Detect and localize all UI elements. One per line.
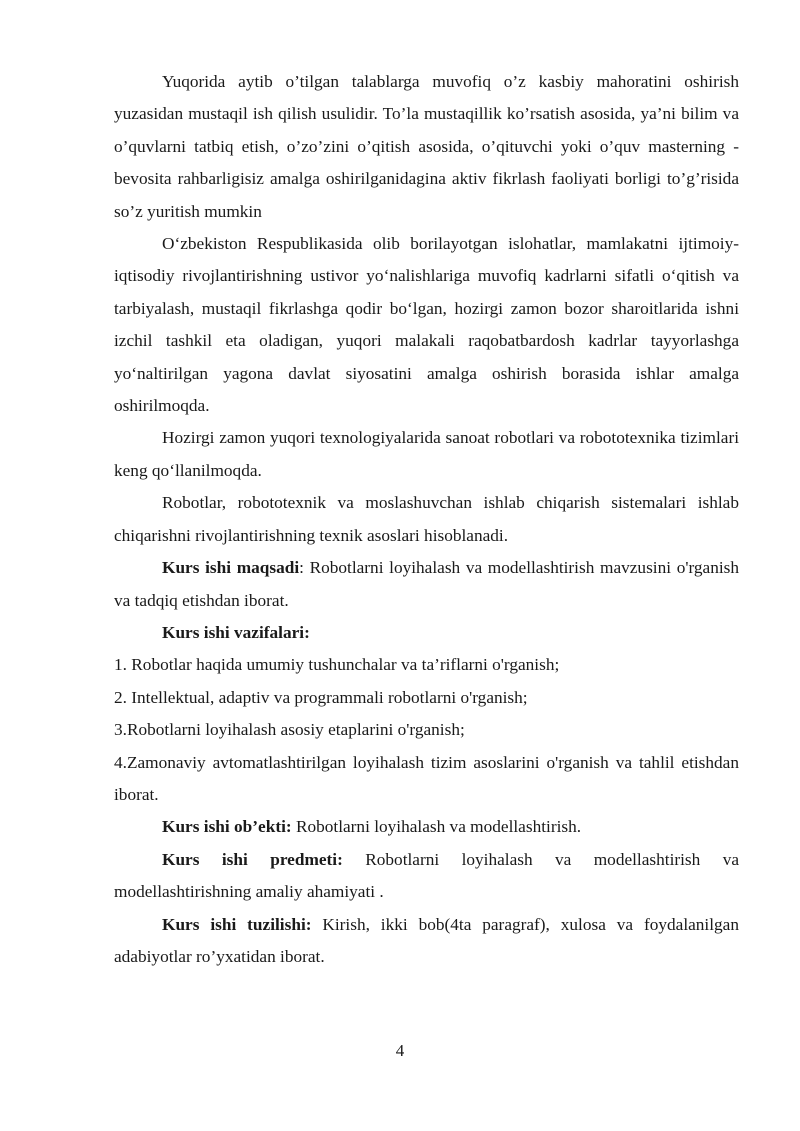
goal-paragraph xyxy=(114,552,739,617)
goal-text: : Robotlarni loyihalash va modellashtirish mavzusini o'rganish va tadqiq etishdan iborat. xyxy=(114,558,740,610)
subject-paragraph xyxy=(114,844,739,909)
structure-paragraph xyxy=(114,909,739,974)
intro-paragraph: Yuqorida aytib o’tilgan talablarga muvofiq o’z kasbiy mahoratini oshirish yuzasidan mustaqil ish qilish usulidir. To’la mustaqillik ko’rsatish asosida, ya’ni bilim va o’quvlarni tatbiq etish, o’zo’zini o’qitish asosida, o’qituvchi yoki o’quv masterning - bevosita rahbarligisiz amalga oshirilganidagina aktiv fikrlash faoliyati borligi to’g’risida so’z yuritish mumkin xyxy=(114,72,739,221)
page-number: 4 xyxy=(395,1041,405,1060)
robots-paragraph: Robotlar, robototexnik va moslashuvchan ishlab chiqarish sistemalari ishlab chiqarishni rivojlantirishning texnik asoslari hisoblanadi. xyxy=(114,493,739,545)
task-item-4: 4.Zamonaviy avtomatlashtirilgan loyihalash tizim asoslarini o'rganish va tahlil etishdan iborat. xyxy=(114,752,739,804)
task-item-2: 2. Intellektual, adaptiv va programmali robotlarni o'rganish; xyxy=(114,687,528,707)
reform-paragraph: O‘zbekiston Respublikasida olib borilayotgan islohatlar, mamlakatni ijtimoiy-iqtisodiy rivojlantirishning ustivor yo‘nalishlariga muvofiq kadrlarni sifatli o‘qitish va tarbiyalash, mustaqil fikrlashga qodir bo‘lgan, hozirgi zamon bozor sharoitlarida ishni izchil tashkil eta oladigan, yuqori malakali raqobatbardosh kadrlar tayyorlashga yo‘naltirilgan yagona davlat siyosatini amalga oshirish borasida ishlar amalga oshirilmoqda. xyxy=(114,234,739,416)
subject-text: Robotlarni loyihalash va modellashtirish va modellashtirishning amaliy ahamiyati . xyxy=(114,849,740,902)
object-text: Robotlarni loyihalash va modellashtirish. xyxy=(291,817,582,837)
object-label: Kurs ishi ob’ekti: xyxy=(162,817,292,837)
tasks-heading: Kurs ishi vazifalari: xyxy=(162,622,310,642)
goal-label: Kurs ishi maqsadi xyxy=(162,558,300,578)
subject-label: Kurs ishi predmeti: xyxy=(162,849,343,869)
document-page xyxy=(114,66,739,973)
object-paragraph xyxy=(114,811,739,843)
structure-text: Kirish, ikki bob(4ta paragraf), xulosa va foydalanilgan adabiyotlar ro’yxatidan iborat. xyxy=(114,914,739,966)
structure-label: Kurs ishi tuzilishi: xyxy=(162,914,312,934)
task-item-3: 3.Robotlarni loyihalash asosiy etaplarini o'rganish; xyxy=(114,720,465,740)
technology-paragraph: Hozirgi zamon yuqori texnologiyalarida sanoat robotlari va robototexnika tizimlari keng qo‘llanilmoqda. xyxy=(114,428,739,480)
task-item-1: 1. Robotlar haqida umumiy tushunchalar va ta’riflarni o'rganish; xyxy=(114,655,560,675)
